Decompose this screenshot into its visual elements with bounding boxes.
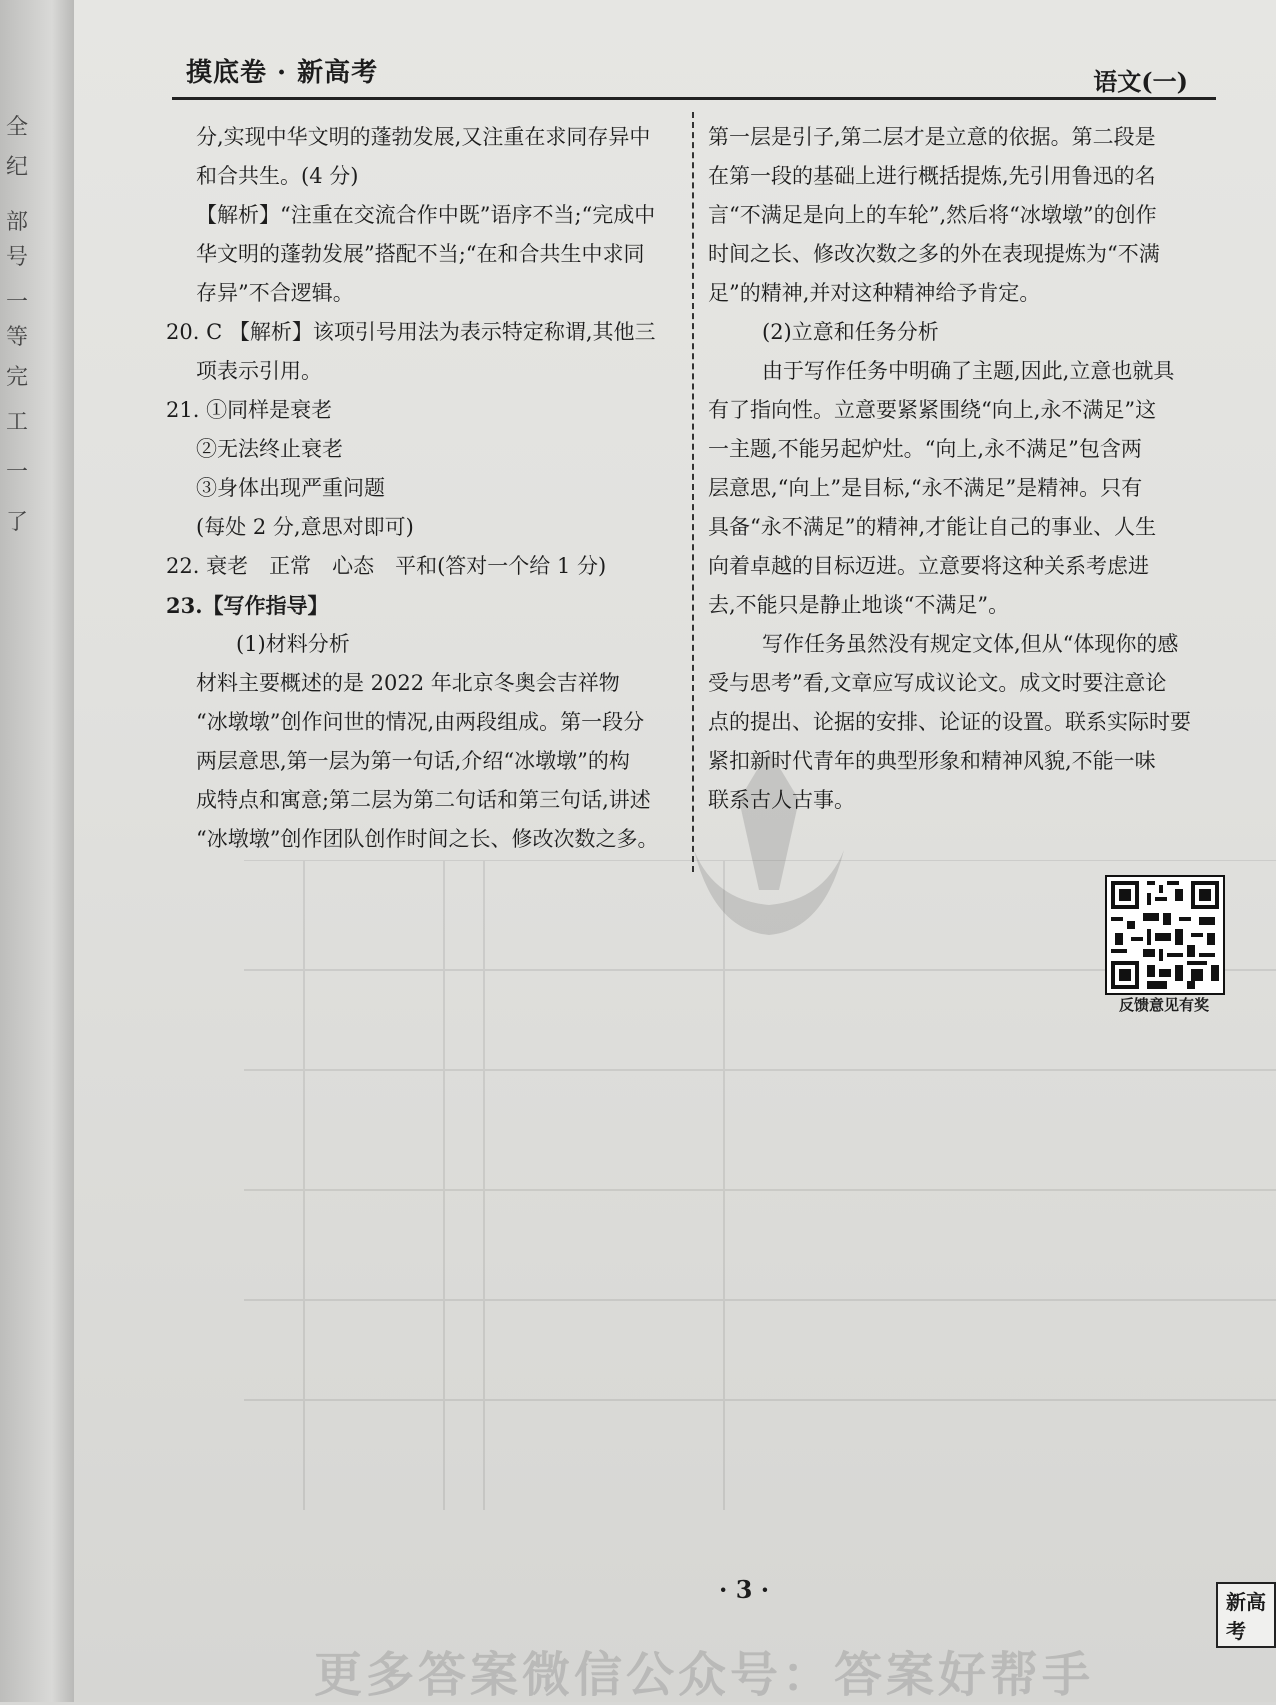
right-column [708,118,1216,820]
column-divider [692,112,694,872]
header-subject: 语文(一) [1093,67,1188,96]
qr-code-icon[interactable] [1105,875,1225,995]
text-line: 写作任务虽然没有规定文体,但从“体现你的感 [762,632,1179,656]
text-line: 紧扣新时代青年的典型形象和精神风貌,不能一味 [708,749,1156,773]
previous-page-edge [0,0,74,1702]
text-line: 一主题,不能另起炉灶。“向上,永不满足”包含两 [708,437,1142,461]
edge-char: 部 [6,210,29,235]
text-line: 联系古人古事。 [708,788,855,812]
text-line: 存异”不合逻辑。 [196,281,354,305]
text-line: 华文明的蓬勃发展”搭配不当;“在和合共生中求同 [196,242,645,266]
text-line: 21. ①同样是衰老 [166,398,333,422]
text-line: “冰墩墩”创作问世的情况,由两段组成。第一段分 [196,710,645,734]
text-line: 两层意思,第一层为第一句话,介绍“冰墩墩”的构 [196,749,630,773]
text-line: 言“不满足是向上的车轮”,然后将“冰墩墩”的创作 [708,203,1157,227]
text-line: 材料主要概述的是 2022 年北京冬奥会吉祥物 [196,671,620,695]
text-line: 足”的精神,并对这种精神给予肯定。 [708,281,1041,305]
text-line: 和合共生。(4 分) [196,164,359,188]
brand-badge: 新高考 [1216,1582,1276,1648]
edge-char: 全 [6,115,29,140]
text-line: 在第一段的基础上进行概括提炼,先引用鲁迅的名 [708,164,1156,188]
text-line: 去,不能只是静止地谈“不满足”。 [708,593,1010,617]
text-line: 成特点和寓意;第二层为第二句话和第三句话,讲述 [196,788,651,812]
edge-char: 完 [6,365,29,390]
subsection-heading: (1)材料分析 [236,632,350,656]
watermark-text: 更多答案微信公众号：答案好帮手 [314,1647,1095,1703]
edge-char: 工 [6,410,29,435]
section-heading: 23.【写作指导】 [166,593,329,618]
header-divider [172,97,1216,100]
text-line: “冰墩墩”创作团队创作时间之长、修改次数之多。 [196,827,659,851]
text-line: 第一层是引子,第二层才是立意的依据。第二段是 [708,125,1156,149]
text-line: 具备“永不满足”的精神,才能让自己的事业、人生 [708,515,1157,539]
text-line: 【解析】“注重在交流合作中既”语序不当;“完成中 [196,203,656,227]
text-line: (每处 2 分,意思对即可) [196,515,414,539]
text-line: 向着卓越的目标迈进。立意要将这种关系考虑进 [708,554,1149,578]
document-page [74,0,1276,1702]
text-line: 由于写作任务中明确了主题,因此,立意也就具 [762,359,1175,383]
qr-caption: 反馈意见有奖 [1118,996,1209,1014]
text-line: 22. 衰老 正常 心态 平和(答对一个给 1 分) [166,554,607,578]
text-line: 20. C 【解析】该项引号用法为表示特定称谓,其他三 [166,320,656,344]
text-line: 受与思考”看,文章应写成议论文。成文时要注意论 [708,671,1167,695]
text-line: ②无法终止衰老 [196,437,343,461]
edge-char: 纪 [6,155,29,180]
edge-char: 一 [6,460,29,485]
page-number: · 3 · [719,1575,770,1604]
text-line: 项表示引用。 [196,359,322,383]
text-line: ③身体出现严重问题 [196,476,385,500]
left-column [166,118,686,859]
edge-char: 一 [6,290,29,315]
text-line: 分,实现中华文明的蓬勃发展,又注重在求同存异中 [196,125,651,149]
edge-char: 等 [6,325,29,350]
text-line: 层意思,“向上”是目标,“永不满足”是精神。只有 [708,476,1143,500]
text-line: 有了指向性。立意要紧紧围绕“向上,永不满足”这 [708,398,1157,422]
text-line: 时间之长、修改次数之多的外在表现提炼为“不满 [708,242,1160,266]
header-title: 摸底卷 · 新高考 [186,58,379,88]
subsection-heading: (2)立意和任务分析 [762,320,939,344]
text-line: 点的提出、论据的安排、论证的设置。联系实际时要 [708,710,1191,734]
edge-char: 了 [6,510,29,535]
edge-char: 号 [6,245,29,270]
